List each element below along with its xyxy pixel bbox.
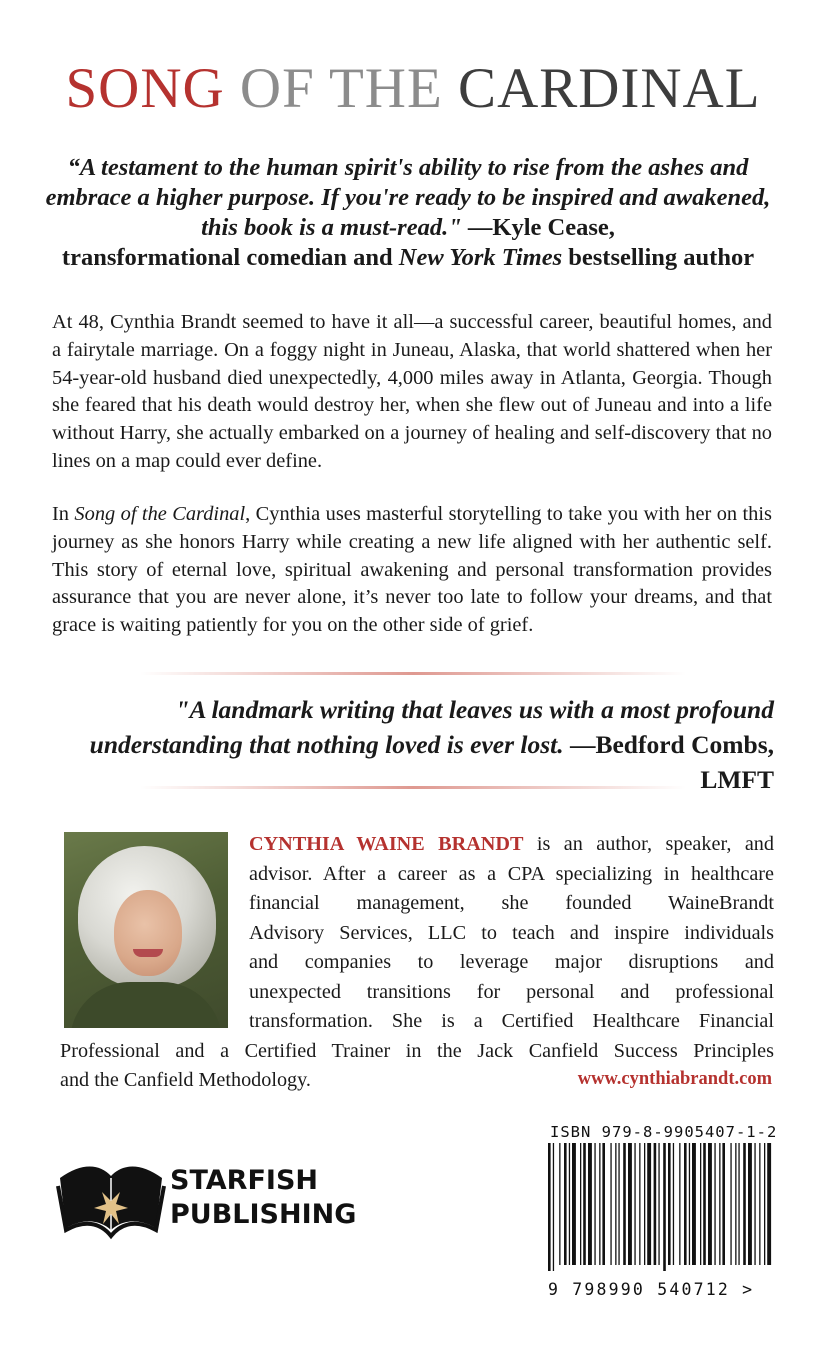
publisher-name-line-2: PUBLISHING [170,1199,357,1230]
barcode-bar [634,1143,635,1265]
barcode-bar [730,1143,731,1265]
bio-line: transformation. She is a Certified Healthcare Financial [249,1010,774,1032]
barcode-bar [644,1143,645,1265]
bio-line: Professional and a Certified Trainer in the Jack Canfield Success Principles [60,1039,774,1062]
quote-role-part: bestselling author [568,244,755,271]
barcode-bar [559,1143,560,1265]
bio-line: unexpected transitions for personal and professional [249,980,774,1003]
barcode-bar [767,1143,771,1265]
isbn-digits: 9 798990 540712 > [548,1280,755,1299]
book-title [0,58,826,120]
barcode-bar [703,1143,706,1265]
barcode-bar [764,1143,765,1265]
title-part-song: SONG [65,57,225,120]
barcode-bar [618,1143,619,1265]
bio-line: financial management, she founded WaineBrandt [249,892,774,914]
starfish-book-logo-icon [56,1156,166,1240]
bio-line: and the Canfield Methodology. [60,1069,311,1091]
book-title-italic: Song of the Cardinal [74,503,246,525]
barcode-bar [714,1143,715,1265]
barcode-bar [719,1143,720,1265]
barcode-bar [743,1143,746,1265]
barcode-bar [572,1143,576,1265]
barcode-bar [748,1143,752,1265]
barcode-bar [594,1143,595,1265]
author-website-link[interactable]: www.cynthiabrandt.com [577,1069,772,1089]
description-paragraph-2 [52,501,772,640]
barcode-bar [679,1143,680,1265]
barcode-bar [738,1143,739,1265]
barcode-bar [658,1143,659,1265]
barcode-bar [647,1143,651,1265]
divider-rule [140,786,686,789]
barcode-bar [615,1143,616,1265]
barcode-bar [663,1143,666,1271]
barcode-bar [628,1143,632,1265]
barcode-bar [569,1143,570,1265]
barcode-bar [689,1143,690,1265]
quote-attribution: —Bedford Combs, LMFT [569,730,774,794]
divider-rule [140,672,686,675]
barcode-bar [553,1143,554,1271]
bio-line: and companies to leverage major disruptions and [249,951,774,973]
bio-line: advisor. After a career as a CPA specializing in healthcare [249,862,774,885]
barcode-bar [654,1143,657,1265]
barcode-bar [722,1143,725,1265]
endorsement-quote-kyle-cease [30,153,786,273]
author-name: CYNTHIA WAINE BRANDT [249,833,524,855]
bio-text: is an author, speaker, and [523,833,774,855]
barcode-bar [610,1143,611,1265]
isbn-label: ISBN 979-8-9905407-1-2 [550,1123,778,1141]
barcode-bar [700,1143,701,1265]
barcode-bar [668,1143,671,1265]
barcode-bar [692,1143,696,1265]
barcode-bar [564,1143,567,1265]
quote-role [62,244,754,271]
bio-line: Advisory Services, LLC to teach and inspire individuals [249,921,774,944]
barcode-bar [599,1143,600,1265]
publisher-name-line-1: STARFISH [170,1165,318,1196]
barcode-bar [588,1143,592,1265]
description-paragraph-1: At 48, Cynthia Brandt seemed to have it all—a successful career, beautiful homes, and a fairytale marriage. On a foggy night in Juneau, Alaska, that world shattered when her 54-year-old husband died unexpectedly, 4,000 miles away in Atlanta, Georgia. Though she feared that his death would destroy her, when she flew out of Juneau and into a life without Harry, she actually embarked on a journey of healing and self-discovery that no lines on a map could ever define. [52,311,772,472]
barcode-bar [580,1143,581,1265]
barcode-bar [639,1143,640,1265]
title-part-cardinal: CARDINAL [458,57,761,120]
barcode-bar [623,1143,626,1265]
isbn-barcode [548,1143,772,1271]
barcode-bar [548,1143,551,1271]
author-photo [64,832,228,1028]
bio-line [249,830,774,860]
paragraph-lead: In [52,503,69,525]
barcode-bar [684,1143,687,1265]
barcode-bar [708,1143,712,1265]
quote-text: “A testament to the human spirit's ability to rise from the ashes and embrace a higher purpose. If you're ready to be inspired and awakened, this book is a must-read." [45,154,771,241]
barcode-bar [602,1143,605,1265]
paragraph-body: , Cynthia uses masterful storytelling to take you with her on this journey as she honors Harry while creating a new life aligned with her authentic self. This story of eternal love, spiritual awakening and personal transformation provides assurance that you are never alone, it’s never too late to follow your dreams, and that grace is waiting patiently for you on the other side of grief. [52,503,772,637]
quote-attribution: —Kyle Cease, [467,214,615,241]
publisher-name [170,1164,356,1232]
quote-role-publication: New York Times [398,244,563,271]
title-part-of-the: OF THE [239,57,443,120]
barcode-bar [735,1143,736,1265]
endorsement-quote-bedford-combs [40,692,774,797]
quote-text: "A landmark writing that leaves us with a most profound understanding that nothing loved is ever lost. [89,695,774,759]
barcode-bar [583,1143,586,1265]
barcode-bar [673,1143,674,1265]
barcode-bar [754,1143,755,1265]
quote-role-part: transformational comedian and [61,244,393,271]
barcode-bar [759,1143,760,1265]
